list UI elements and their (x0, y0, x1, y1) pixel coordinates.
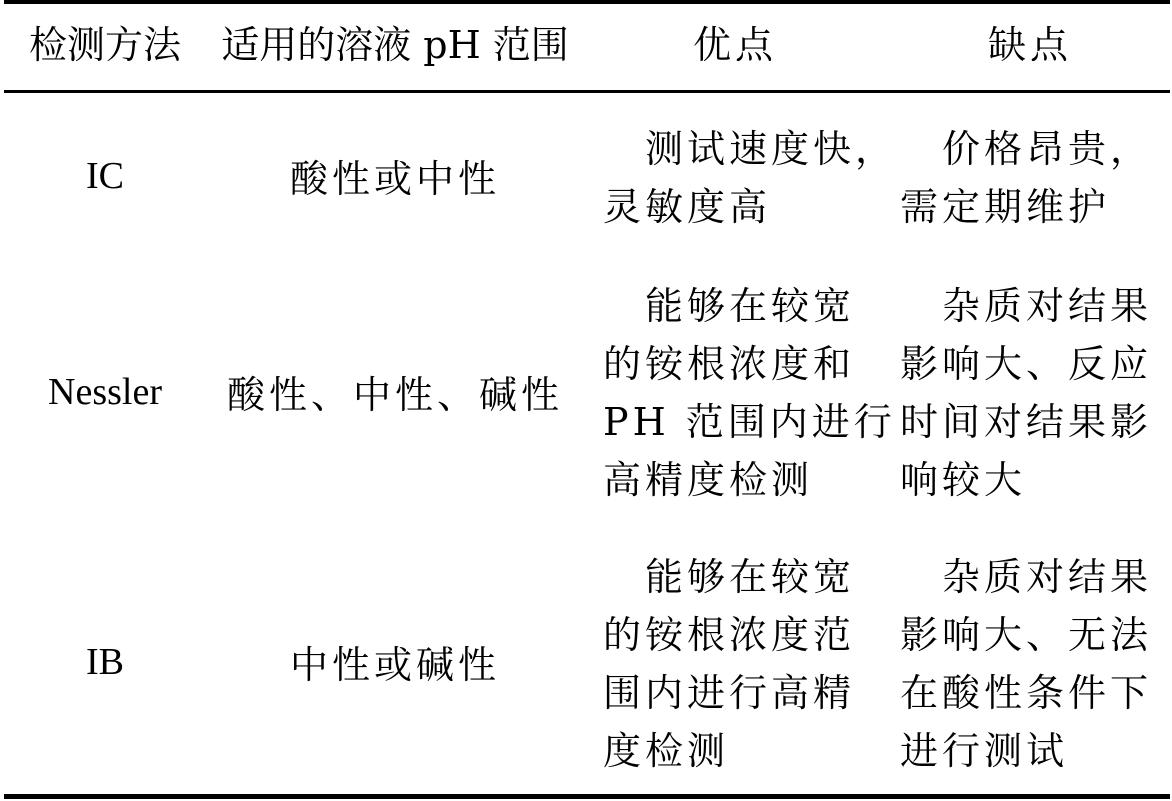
table-header-rule (4, 90, 1170, 93)
text-line: 的铵根浓度和 (603, 342, 856, 386)
row-ic-method: IC (86, 155, 124, 197)
text-line: 高精度检测 (603, 458, 814, 502)
text-line: 杂质对结果 (900, 555, 1153, 599)
header-method: 检测方法 (28, 23, 181, 67)
header-ph-range: 适用的溶液 pH 范围 (221, 23, 569, 67)
row-ic-range: 酸性或中性 (289, 157, 500, 201)
table-top-rule (4, 0, 1170, 4)
text-line: 能够在较宽 (603, 555, 856, 599)
table-bottom-rule (4, 794, 1170, 799)
row-ib-method: IB (86, 641, 124, 683)
text-line: 在酸性条件下 (900, 671, 1153, 715)
text-line: 影响大、反应 (900, 342, 1153, 386)
row-ib-disadvantages (900, 548, 1165, 780)
row-ic-advantages (603, 120, 898, 236)
text-line: 响较大 (900, 458, 1027, 502)
text-line: PH 范围内进行 (603, 400, 896, 444)
text-line: 能够在较宽 (603, 284, 856, 328)
text-line: 时间对结果影 (900, 400, 1153, 444)
text-line: 需定期维护 (900, 185, 1111, 229)
row-ib-advantages (603, 548, 873, 780)
row-ic-disadvantages (900, 120, 1165, 236)
text-line: 价格昂贵， (900, 127, 1153, 171)
header-disadvantages: 缺点 (987, 23, 1072, 67)
row-nessler-disadvantages (900, 277, 1165, 509)
text-line: 影响大、无法 (900, 613, 1153, 657)
text-line: 测试速度快， (603, 127, 898, 171)
text-line: 围内进行高精 (603, 671, 856, 715)
text-line: 杂质对结果 (900, 284, 1153, 328)
text-line: 度检测 (603, 729, 730, 773)
row-nessler-range: 酸性、中性、碱性 (226, 373, 563, 417)
row-nessler-advantages (603, 277, 896, 509)
text-line: 的铵根浓度范 (603, 613, 856, 657)
header-advantages: 优点 (692, 23, 777, 67)
row-ib-range: 中性或碱性 (289, 643, 500, 687)
text-line: 灵敏度高 (603, 185, 772, 229)
row-nessler-method: Nessler (48, 371, 162, 413)
text-line: 进行测试 (900, 729, 1069, 773)
